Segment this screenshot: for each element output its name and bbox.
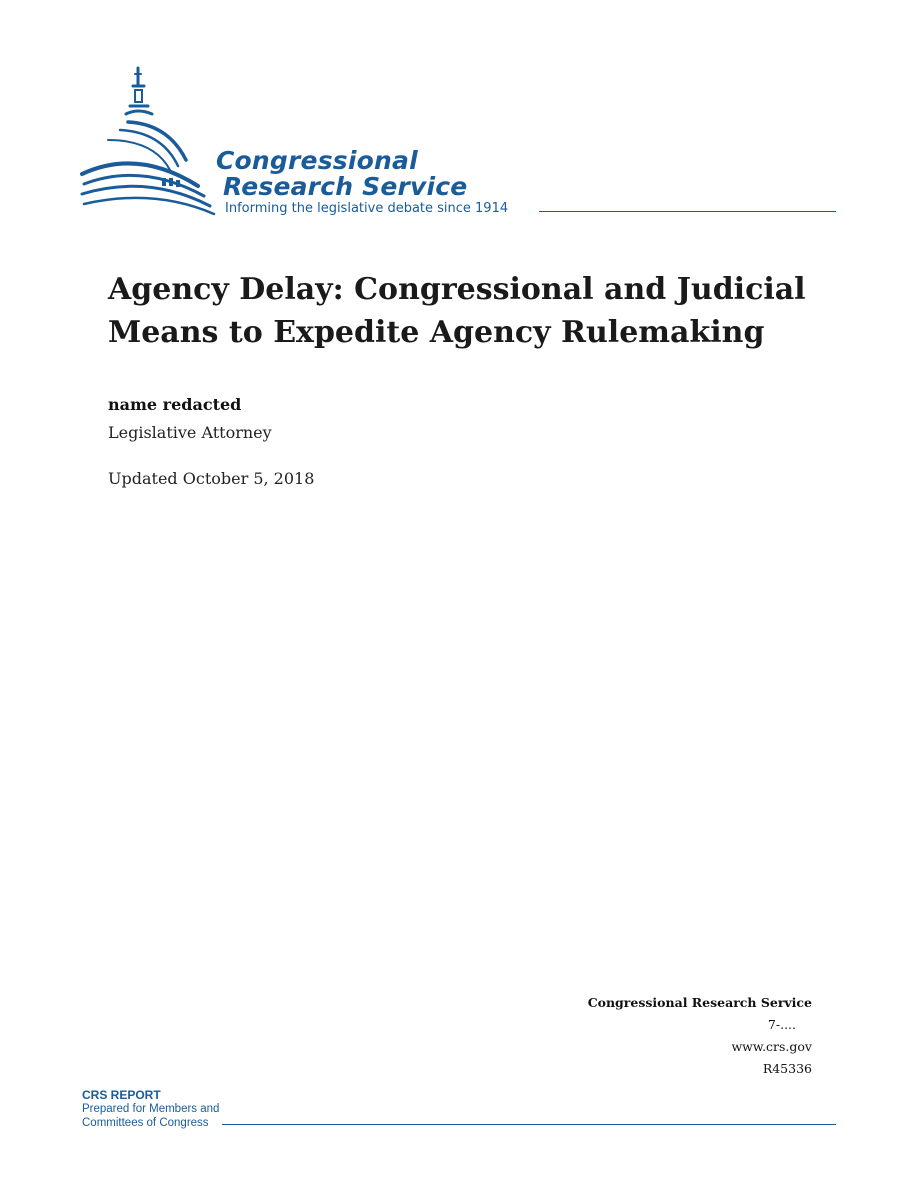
info-phone: 7-.... [767, 1017, 796, 1032]
capitol-dome-icon [78, 62, 218, 222]
updated-date: Updated October 5, 2018 [108, 469, 315, 488]
author-role: Legislative Attorney [108, 423, 272, 442]
contact-info [588, 992, 812, 1080]
footer-report-label: CRS REPORT [82, 1088, 161, 1102]
logo-name-line1: Congressional [216, 146, 418, 175]
report-title: Agency Delay: Congressional and Judicial Means to Expedite Agency Rulemaking [108, 272, 806, 350]
logo-divider [539, 211, 836, 212]
info-website: www.crs.gov [731, 1039, 812, 1054]
author-name: name redacted [108, 395, 242, 414]
crs-logo [78, 62, 838, 222]
footer-line2: Committees of Congress [82, 1117, 209, 1129]
footer-divider [222, 1124, 836, 1125]
logo-tagline: Informing the legislative debate since 1914 [225, 201, 509, 216]
info-org: Congressional Research Service [587, 995, 812, 1010]
footer-label [82, 1088, 219, 1130]
logo-name-line2: Research Service [223, 172, 468, 201]
footer-line1: Prepared for Members and [82, 1103, 220, 1115]
info-report-number: R45336 [762, 1061, 812, 1076]
